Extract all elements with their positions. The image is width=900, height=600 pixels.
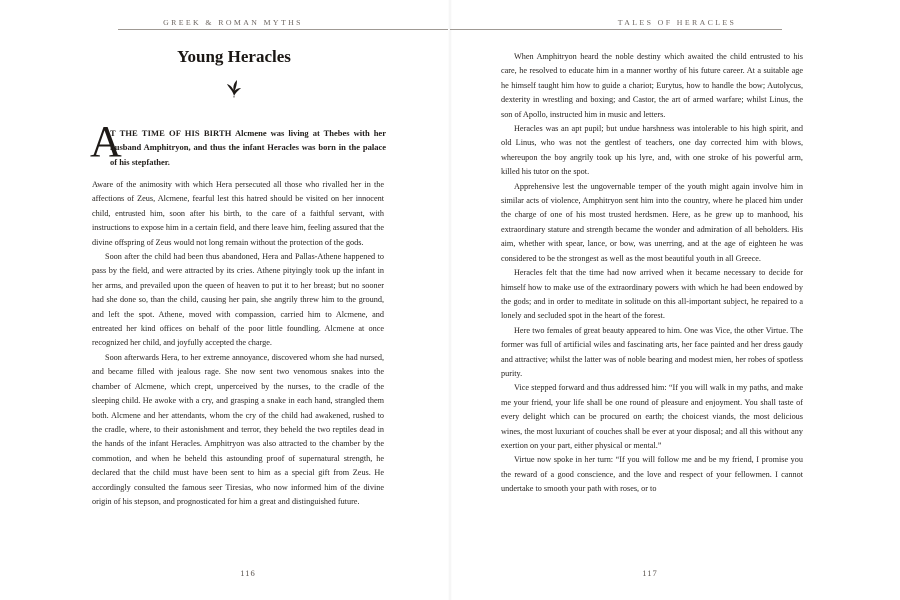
drop-cap: A bbox=[90, 117, 122, 166]
header-rule-right bbox=[450, 29, 782, 30]
page-number-right: 117 bbox=[642, 568, 658, 578]
paragraph: When Amphitryon heard the noble destiny which awaited the child entrusted to his care, he resolved to educate him in a manner worthy of his future career. At a suitable age he himself taught him how to guide a chariot; Eurytus, how to handle the bow; Autolycus, dexterity in wrestling and boxing; and Castor, the art of armed warfare; whilst Linus, the son of Apollo, instructed him in music and letters. bbox=[501, 52, 803, 119]
left-body-text bbox=[92, 178, 384, 509]
right-body-text bbox=[501, 50, 803, 497]
right-page bbox=[450, 0, 900, 600]
paragraph: Heracles was an apt pupil; but undue harshness was intolerable to his high spirit, and old Linus, who was not the gentlest of teachers, one day corrected him with blows, whereupon the boy angrily took up his lyre, and, with one stroke of his powerful arm, killed his tutor on the spot. bbox=[501, 124, 803, 177]
paragraph: Vice stepped forward and thus addressed him: “If you will walk in my paths, and make me your friend, your life shall be one round of pleasure and enjoyment. You shall taste of every delight which can be procured on earth; the choicest viands, the most delicious wines, the most luxuriant of couches shall be ever at your disposal; and all this without any exertion on your part, either physical or mental.” bbox=[501, 383, 803, 450]
running-head-left: GREEK & ROMAN MYTHS bbox=[163, 18, 303, 27]
paragraph: Aware of the animosity with which Hera persecuted all those who rivalled her in the affections of Zeus, Alcmene, fearful lest this hatred should be visited on her innocent child, entrusted him, soon after his birth, to the care of a faithful servant, with instructions to expose him in a certain field, and there leave him, feeling assured that the divine offspring of Zeus would not long remain without the protection of the gods. bbox=[92, 180, 384, 247]
header-rule-left bbox=[118, 29, 448, 30]
opening-lead-caps: T THE TIME OF HIS BIRTH bbox=[110, 128, 232, 138]
paragraph: Soon after the child had been thus abandoned, Hera and Pallas-Athene happened to pass by the field, and were attracted by its cries. Athene pityingly took up the infant in her arms, and prevailed upon the queen of heaven to put it to her breast; but no sooner had she done so, than the child, causing her pain, she angrily threw him to the ground, and left the spot. Athene, moved with compassion, carried him to Alcmene, and entreated her kind offices on behalf of the poor little foundling. Alcmene at once recognized her child, and joyfully accepted the charge. bbox=[92, 252, 384, 348]
opening-text: Alcmene was living at Thebes with her husband Amphitryon, and thus the infant Heracles was born in the palace of his stepfather. bbox=[110, 128, 386, 167]
chapter-title: Young Heracles bbox=[177, 47, 291, 66]
opening-paragraph bbox=[110, 126, 386, 169]
page-number-left: 116 bbox=[240, 568, 256, 578]
paragraph: Heracles felt that the time had now arrived when it became necessary to decide for himself how to make use of the extraordinary powers with which he had been endowed by the gods; and in order to meditate in solitude on this all-important subject, he repaired to a lonely and secluded spot in the heart of the forest. bbox=[501, 268, 803, 321]
paragraph: Apprehensive lest the ungovernable temper of the youth might again involve him in similar acts of violence, Amphitryon sent him into the country, where he placed him under the charge of one of his most trusted herdsmen. Here, as he grew up to manhood, his extraordinary stature and strength became the wonder and admiration of all beholders. His aim, whether with spear, lance, or bow, was unerring, and at the age of eighteen he was considered to be the strongest as well as the most beautiful youth in all Greece. bbox=[501, 181, 803, 263]
running-head-right: TALES OF HERACLES bbox=[617, 18, 737, 27]
paragraph: Here two females of great beauty appeared to him. One was Vice, the other Virtue. The former was full of artificial wiles and fascinating arts, her face painted and her dress gaudy and attractive; whilst the latter was of noble bearing and modest mien, her robes of spotless purity. bbox=[501, 325, 803, 378]
leaf-ornament-icon bbox=[219, 78, 249, 98]
paragraph: Soon afterwards Hera, to her extreme annoyance, discovered whom she had nursed, and became filled with jealous rage. She now sent two venomous snakes into the chamber of Alcmene, which crept, unperceived by the nurses, to the cradle of the sleeping child. He awoke with a cry, and grasping a snake in each hand, strangled them both. Alcmene and her attendants, whom the cry of the child had awakened, rushed to the cradle, where, to their astonishment and terror, they beheld the two reptiles dead in the hands of the infant Heracles. Amphitryon was also attracted to the chamber by the commotion, and when he beheld this astounding proof of supernatural strength, he declared that the child must have been sent to him as a special gift from Zeus. He accordingly consulted the famous seer Tiresias, who now informed him of the divine origin of his stepson, and prognosticated for him a great and distinguished future. bbox=[92, 352, 384, 506]
paragraph: Virtue now spoke in her turn: “If you will follow me and be my friend, I promise you the reward of a good conscience, and the love and respect of your fellowmen. I cannot undertake to smooth your path with roses, or to bbox=[501, 455, 803, 494]
